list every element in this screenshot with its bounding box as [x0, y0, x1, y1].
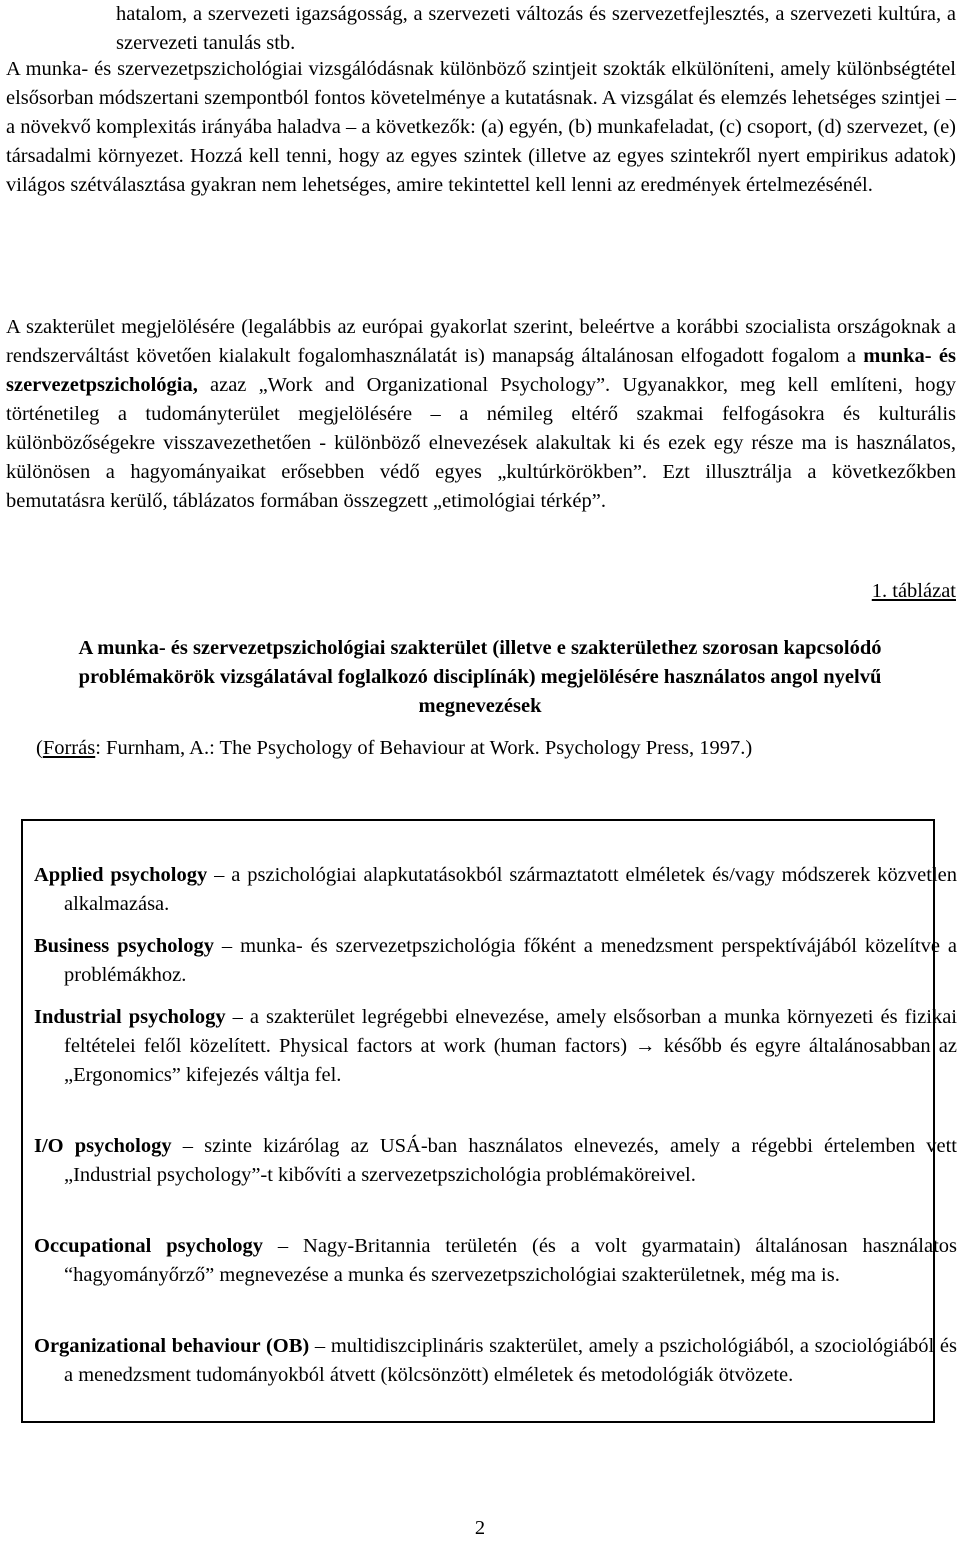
term-definition: – multidiszciplináris szakterület, amely a pszichológiából, a szociológiából és a menedzsment tudományokból átvett (kölcsönzött) elméletek és metodológiák ötvözete. [64, 1335, 957, 1386]
paragraph-continuation: hatalom, a szervezeti igazságosság, a szervezeti változás és szervezetfejlesztés, a szervezeti kultúra, a szervezeti tanulás stb. [116, 3, 956, 54]
source-label: Forrás [42, 737, 96, 759]
term-entry [34, 861, 957, 919]
term-name: Applied psychology [34, 864, 208, 886]
term-name: Occupational psychology [34, 1235, 264, 1257]
term-name: Organizational behaviour (OB) [34, 1335, 310, 1357]
table-title: A munka- és szervezetpszichológiai szakterület (illetve e szakterülethez szorosan kapcsolódó problémakörök vizsgálatával foglalkozó disciplínák) megjelölésére használatos angol nyelvű megnevezések [78, 637, 882, 717]
term-definition: – a szakterület legrégebbi elnevezése, amely elsősorban a munka környezeti és fizikai feltételei felől közelített. Physical factors at work (human factors) → később és egyre általánosabban az „Ergonomics” kifejezés váltja fel. [64, 1006, 957, 1086]
paragraph-field-naming [6, 313, 956, 516]
term-definition: – Nagy-Britannia területén (és a volt gyarmatain) általánosan használatos “hagyományőrző” megnevezése a munka és szervezetpszichológiai szakterületnek, még ma is. [64, 1235, 957, 1286]
terms-table [21, 819, 957, 1423]
highlighted-term: munka- és szervezetpszichológia, [6, 345, 956, 396]
term-definition: – a pszichológiai alapkutatásokból származtatott elméletek és/vagy módszerek közvetlen alkalmazása. [64, 864, 957, 915]
term-entry [34, 932, 957, 990]
table-number: 1. táblázat [871, 580, 956, 602]
term-name: I/O psychology [34, 1135, 172, 1157]
term-name: Industrial psychology [34, 1006, 226, 1028]
paragraph-levels: A munka- és szervezetpszichológiai vizsgálódásnak különböző szintjeit szokták elkülöníteni, amely különbségtétel elsősorban módszertani szempontból fontos követelménye a kutatásnak. A vizsgálat és elemzés lehetséges szintjei – a növekvő komplexitás irányába haladva – a következők: (a) egyén, (b) munkafeladat, (c) csoport, (d) szervezet, (e) társadalmi környezet. Hozzá kell tenni, hogy az egyes szintek (illetve az egyes szintekről nyert empirikus adatok) világos szétválasztása gyakran nem lehetséges, amire tekintettel kell lenni az eredmények értelmezésénél. [6, 58, 956, 196]
term-entry [34, 1332, 957, 1390]
source-open: ( [36, 737, 43, 759]
paragraph-text-after: azaz „Work and Organizational Psychology”. Ugyanakkor, meg kell említeni, hogy történetileg a tudományterület megjelölésére – a némileg eltérő szakmai felfogásokra és kulturális különbözőségekre visszavezethetően - különböző elnevezések alakultak ki és ezek egy része ma is használatos, különösen a hagyományaikat erősebben védő egyes „kultúrkörökben”. Ezt illusztrálja a következőkben bemutatásra kerülő, táblázatos formában összegzett „etimológiai térkép”. [6, 374, 956, 512]
source-citation: : Furnham, A.: The Psychology of Behaviour at Work. Psychology Press, 1997.) [95, 737, 753, 759]
term-entry [34, 1003, 957, 1090]
term-definition: – szinte kizárólag az USÁ-ban használatos elnevezés, amely a régebbi értelemben vett „Industrial psychology”-t kibővíti a szervezetpszichológia problémaköreivel. [64, 1135, 957, 1186]
table-source [36, 734, 936, 763]
term-entry [34, 1132, 957, 1190]
page-number: 2 [474, 1517, 486, 1539]
term-definition: – munka- és szervezetpszichológia főként a menedzsment perspektívájából közelítve a problémákhoz. [64, 935, 957, 986]
term-name: Business psychology [34, 935, 214, 957]
term-entry [34, 1232, 957, 1290]
paragraph-text-before: A szakterület megjelölésére (legalábbis az európai gyakorlat szerint, beleértve a korábbi szocialista országoknak a rendszerváltást követően kialakult fogalomhasználatát is) manapság általánosan elfogadott fogalom a [6, 316, 956, 367]
